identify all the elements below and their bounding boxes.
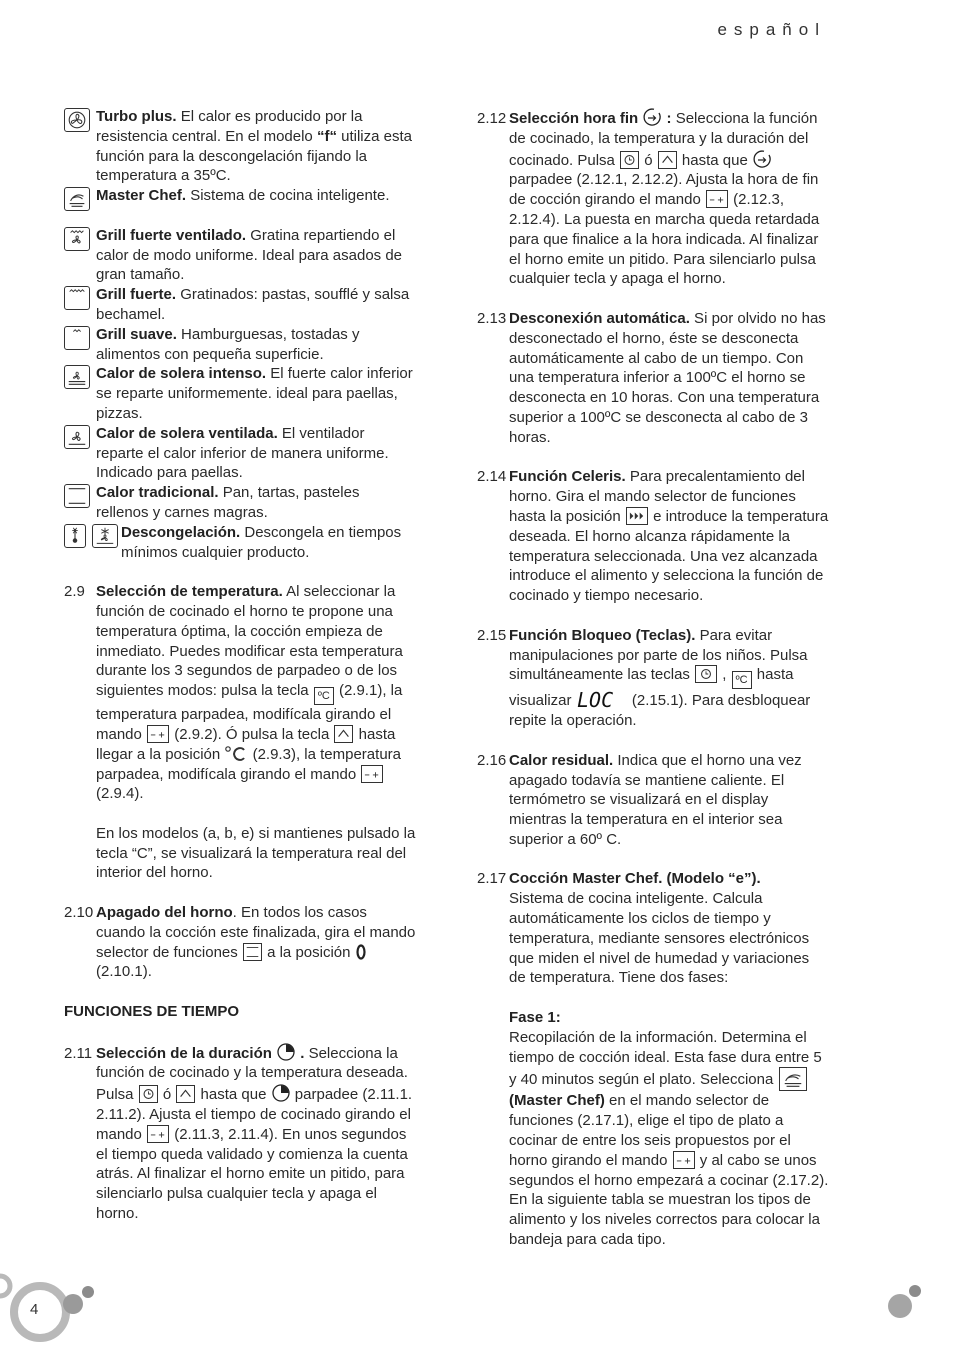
- section-2-11: [64, 1042, 416, 1224]
- footer-dots-decoration: [880, 1280, 930, 1325]
- model-f: “f“: [316, 127, 337, 145]
- section-text: hasta que: [677, 151, 752, 169]
- section-text: hasta que: [196, 1086, 271, 1104]
- section-number: 2.10: [64, 904, 94, 922]
- function-master-chef: [64, 186, 416, 206]
- grill-soft-icon: [64, 326, 90, 350]
- section-text: y al cabo se unos segundos el horno empezará a cocinar (2.17.2). En la siguiente tabla se muestran los tipos de alimento y los niveles correctos para colocar la bandeja para cada tipo.: [509, 1151, 829, 1249]
- section-number: 2.11: [64, 1044, 93, 1062]
- section-2-16: [477, 751, 829, 850]
- function-title: Calor de solera intenso.: [96, 365, 267, 383]
- clock-key-icon: [620, 151, 639, 169]
- section-number: 2.15: [477, 626, 507, 644]
- section-title: Apagado del horno: [96, 904, 233, 922]
- celsius-key-icon: ºC: [732, 671, 752, 689]
- section-text: hasta llegar a la posición: [96, 725, 396, 763]
- section-text: hasta visualizar: [509, 666, 794, 710]
- function-text: Pan, tartas, pasteles rellenos y carnes magras.: [96, 484, 360, 521]
- section-text: ó: [158, 1086, 176, 1104]
- master-chef-icon: [779, 1067, 807, 1091]
- loc-display-icon: [576, 689, 628, 709]
- defrost-icon: [92, 524, 118, 548]
- duration-clock-icon: [276, 1042, 296, 1062]
- function-title: Grill fuerte ventilado.: [96, 226, 247, 244]
- function-bottom-heat-intense: [64, 364, 416, 423]
- section-title: Cocción Master Chef. (Modelo “e”).: [509, 870, 761, 888]
- section-text: (2.9.4).: [96, 785, 144, 803]
- page-number: 4: [30, 1301, 39, 1318]
- thermometer-icon: [64, 524, 86, 548]
- section-number: 2.9: [64, 583, 85, 601]
- section-text: Al seleccionar la función de cocinado el horno te propone una temperatura óptima, la cocción empieza de inmediato. Puedes modificar esta temperatura durante los 3 segundos de parpadeo o de los siguientes modos: pulsa la tecla: [96, 583, 403, 700]
- traditional-heat-key-icon: [243, 943, 262, 961]
- master-chef-label: (Master Chef): [509, 1092, 605, 1110]
- function-text: El calor es producido por la resistencia central. En el modelo: [96, 108, 363, 145]
- function-grill-fan: [64, 226, 416, 285]
- section-text: en el mando selector de funciones (2.17.1), elige el tipo de plato a cocinar de entre los seis propuestos por el horno girando el mando: [509, 1092, 791, 1169]
- heading-text: FUNCIONES DE TIEMPO: [64, 1003, 240, 1021]
- section-text: (2.15.1). Para desbloquear repite la operación.: [509, 692, 811, 730]
- end-time-icon: [752, 149, 772, 169]
- section-title: Función Bloqueo (Teclas).: [509, 626, 696, 644]
- section-number: 2.17: [477, 870, 507, 888]
- function-traditional-heat: [64, 483, 416, 523]
- section-title-end: .: [296, 1044, 305, 1062]
- minus-plus-knob-icon: [706, 190, 728, 208]
- section-text: (2.9.2). Ó pulsa la tecla: [170, 725, 334, 743]
- function-text: El ventilador reparte el calor inferior de manera uniforme. Indicado para paellas.: [96, 424, 389, 482]
- section-text: a la posición: [262, 943, 355, 961]
- heading-funciones-tiempo: [64, 1002, 416, 1022]
- section-title: Función Celeris.: [509, 468, 626, 486]
- section-number: 2.14: [477, 468, 507, 486]
- phase-1-title: [477, 1008, 829, 1028]
- minus-plus-knob-icon: [147, 1125, 169, 1143]
- up-arrow-key-icon: [334, 725, 353, 743]
- section-text: Para precalentamiento del horno. Gira el mando selector de funciones hasta la posición: [509, 468, 805, 525]
- section-title: Calor residual.: [509, 751, 614, 769]
- function-title: Master Chef.: [96, 187, 187, 205]
- function-text: utiliza esta función para la descongelación fijando la temperatura a 35ºC.: [96, 127, 412, 185]
- left-column: [64, 107, 416, 1224]
- turbo-fan-icon: [64, 108, 90, 132]
- clock-key-icon: [695, 665, 717, 683]
- minus-plus-knob-icon: [147, 725, 169, 743]
- section-text: (2.9.3), la temperatura parpadea, modifícala girando el mando: [96, 745, 401, 783]
- section-2-15: [477, 626, 829, 731]
- section-2-17: [477, 869, 829, 889]
- celeris-fast-forward-icon: [626, 507, 648, 525]
- footer-circle-decoration: [0, 1260, 110, 1354]
- section-text: e introduce la temperatura deseada. El horno alcanza rápidamente la temperatura seleccionada. Una vez alcanzada introduce el alimento y selecciona la función de cocinado y tiempo necesario.: [509, 507, 829, 605]
- section-text: Recopilación de la información. Determina el tiempo de cocción ideal. Esta fase dura entre 5 y 40 minutos según el plato. Selecciona: [509, 1028, 822, 1089]
- function-title: Turbo plus.: [96, 108, 177, 125]
- section-text: (2.11.3, 2.11.4). En unos segundos el tiempo queda validado y comienza la cuenta atrás. Al finalizar el horno emite un pitido, para silenciarlo pulsa cualquier tecla y apaga el horno.: [96, 1125, 408, 1223]
- section-text: . En todos los casos cuando la cocción este finalizada, gira el mando selector de funciones: [96, 904, 416, 961]
- function-grill-strong: [64, 285, 416, 325]
- section-2-13: [477, 309, 829, 448]
- section-text: (2.10.1).: [96, 963, 152, 981]
- section-2-9: [64, 582, 416, 804]
- section-2-10: [64, 903, 416, 982]
- minus-plus-knob-icon: [673, 1151, 695, 1169]
- function-turbo-plus: [64, 107, 416, 186]
- function-text: El fuerte calor inferior se reparte uniformemente. ideal para paellas, pizzas.: [96, 365, 413, 422]
- function-text: Hamburguesas, tostadas y alimentos con pequeña superficie.: [96, 325, 360, 363]
- up-arrow-key-icon: [176, 1085, 195, 1103]
- section-title: Selección hora fin: [509, 110, 639, 127]
- section-text: Selecciona la función de cocinado, la temperatura y la duración del cocinado. Pulsa: [509, 110, 818, 169]
- function-title: Calor tradicional.: [96, 484, 219, 502]
- function-defrost: [64, 523, 416, 563]
- section-2-9-note: En los modelos (a, b, e) si mantienes pulsado la tecla “C”, se visualizará la temperatura real del interior del horno.: [96, 824, 416, 882]
- section-title: Desconexión automática.: [509, 309, 690, 327]
- loc-display-text: LOC: [576, 689, 613, 710]
- minus-plus-knob-icon: [361, 765, 383, 783]
- grill-fan-icon: [64, 227, 90, 251]
- duration-clock-icon: [271, 1083, 291, 1103]
- section-text: (2.12.3, 2.12.4). La puesta en marcha queda retardada para que finalice a la hora indicada. Al finalizar el horno emite un pitido. Para silenciarlo pulsa cualquier tecla y apaga el horno.: [509, 191, 820, 288]
- function-title: Grill suave.: [96, 325, 177, 343]
- section-title: Selección de temperatura.: [96, 583, 283, 601]
- grill-strong-icon: [64, 286, 90, 310]
- phase-title: Fase 1:: [509, 1009, 561, 1027]
- traditional-heat-icon: [64, 484, 90, 508]
- section-title: Selección de la duración: [96, 1044, 272, 1062]
- function-title: Grill fuerte.: [96, 286, 177, 304]
- language-label: español: [717, 20, 826, 39]
- end-time-icon: [642, 107, 662, 127]
- up-arrow-key-icon: [658, 151, 677, 169]
- bottom-heat-fan-icon: [64, 425, 90, 449]
- function-text: Descongela en tiempos mínimos cualquier producto.: [121, 523, 402, 561]
- section-text: ,: [718, 666, 731, 684]
- section-title-end: :: [662, 110, 672, 127]
- section-number: 2.12: [477, 110, 507, 127]
- section-text: Para evitar manipulaciones por parte de los niños. Pulsa simultáneamente las teclas: [509, 626, 808, 684]
- section-text: parpadee (2.12.1, 2.12.2). Ajusta la hora de fin de cocción girando el mando: [509, 171, 819, 209]
- function-text: Gratinados: pastas, soufflé y salsa bechamel.: [96, 286, 410, 323]
- section-text: (2.9.1), la temperatura parpadea, modifícala girando el mando: [96, 682, 403, 743]
- function-text: Gratina repartiendo el calor de modo uniforme. Ideal para asados de gran tamaño.: [96, 226, 403, 284]
- function-title: Descongelación.: [121, 523, 241, 541]
- master-chef-icon: [64, 187, 90, 211]
- function-bottom-heat-fan: [64, 424, 416, 483]
- celsius-key-icon: ºC: [314, 687, 334, 705]
- section-number: 2.16: [477, 751, 507, 769]
- function-title: Calor de solera ventilada.: [96, 424, 278, 442]
- section-number: 2.13: [477, 309, 507, 327]
- section-2-14: [477, 467, 829, 606]
- function-grill-soft: [64, 325, 416, 365]
- section-text: ó: [640, 151, 657, 169]
- phase-1-text: [477, 1028, 829, 1250]
- bottom-heat-intense-icon: [64, 365, 90, 389]
- celsius-symbol-icon: [224, 745, 248, 763]
- clock-key-icon: [139, 1085, 158, 1103]
- right-column: [477, 107, 829, 1250]
- section-text: Selecciona la función de cocinado y la temperatura deseada. Pulsa: [96, 1044, 408, 1104]
- zero-position-icon: [355, 943, 367, 961]
- section-text: Indica que el horno una vez apagado todavía se mantiene caliente. El termómetro se visualizará en el display mientras la temperatura en el interior sea superior a 60º C.: [509, 751, 802, 848]
- section-2-12: [477, 107, 829, 289]
- section-text: Si por olvido no has desconectado el horno, éste se desconecta automáticamente al cabo de un tiempo. Con una temperatura inferior a 100ºC el horno se desconecta en 10 horas. Con una temperatura superior a 100ºC se desconecta al cabo de 3 horas.: [509, 309, 826, 446]
- section-text: parpadee (2.11.1. 2.11.2). Ajusta el tiempo de cocinado girando el mando: [96, 1086, 413, 1143]
- section-2-17-intro: Sistema de cocina inteligente. Calcula automáticamente los ciclos de tiempo y temperatura, mediante sensores electrónicos que miden el nivel de humedad y variaciones de temperatura. Tiene dos fases:: [509, 890, 810, 987]
- function-text: Sistema de cocina inteligente.: [186, 187, 390, 205]
